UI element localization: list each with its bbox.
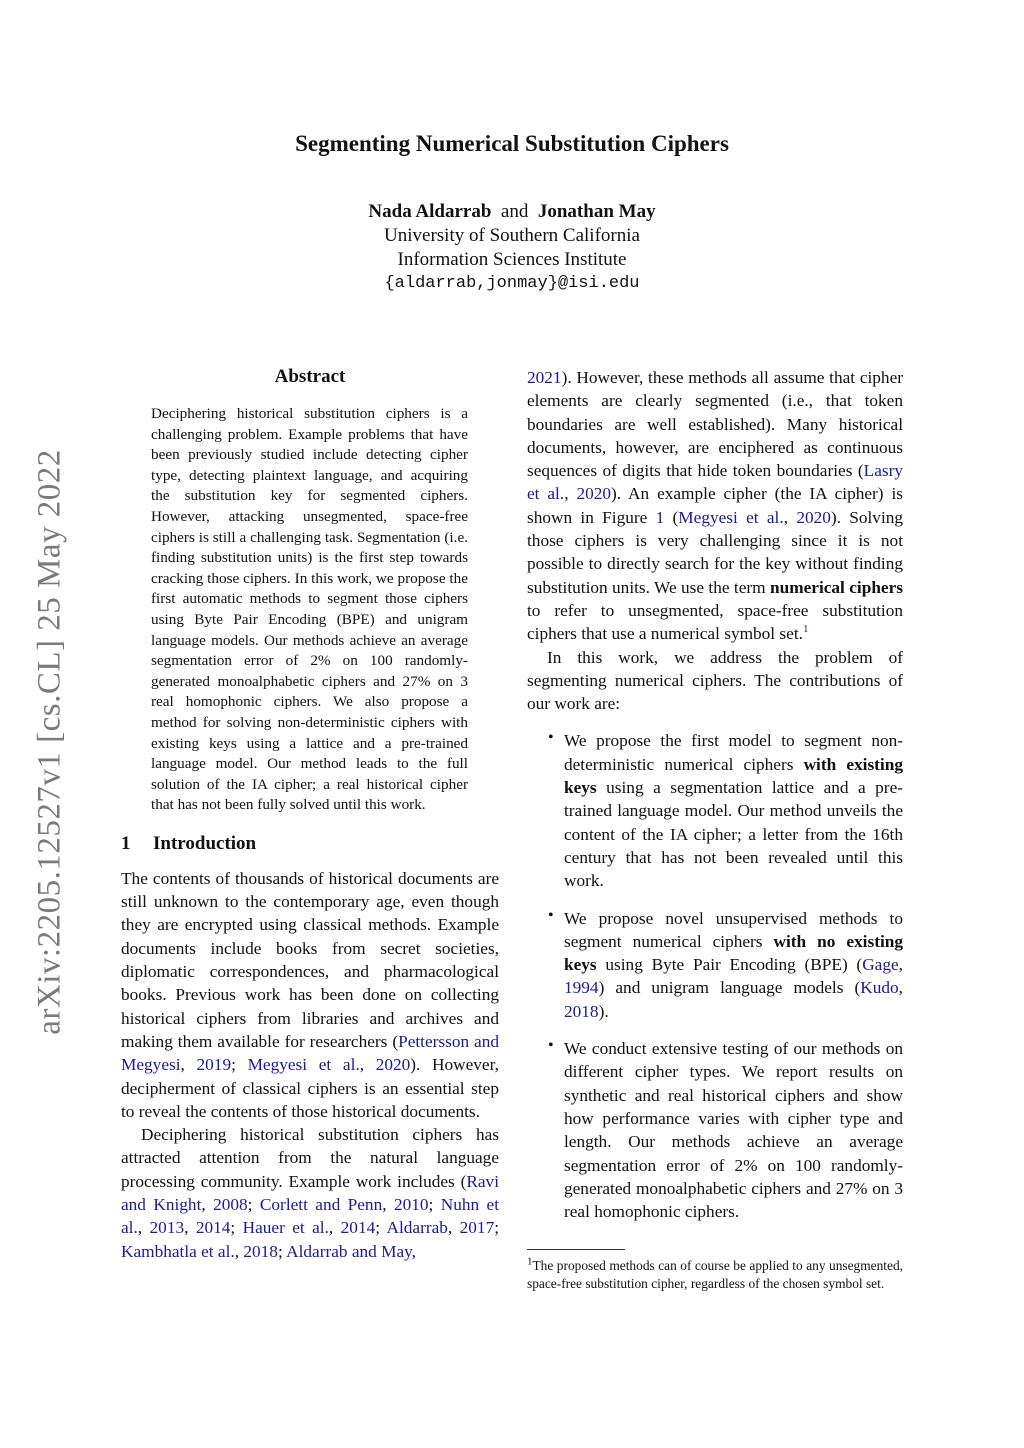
paragraph-text: We propose novel unsupervised methods to segment numerical ciphers [564,908,903,951]
citation-link[interactable]: 2008 [213,1195,248,1215]
citation-link[interactable]: Aldarrab and May [286,1241,412,1261]
separator: , [137,1218,150,1238]
separator: ; [494,1218,500,1238]
separator: , [328,1218,341,1238]
right-paragraph-1 [527,366,903,646]
author-line [0,200,1024,224]
right-paragraph-2: In this work, we address the problem of segmenting numerical ciphers. The contributions of our work are: [527,647,903,714]
figure-reference-link[interactable]: 1 [655,507,665,527]
separator: , [201,1195,214,1215]
footnote-text: The proposed methods can of course be applied to any unsegmented, space-free substitution cipher, regardless of the chosen symbol set. [527,1258,903,1291]
list-item [527,1037,903,1223]
citation-link[interactable]: Kudo [860,978,899,998]
separator: ; [247,1195,260,1215]
separator: ; [231,1055,248,1075]
citation-link[interactable]: 2020 [796,507,831,527]
author-conjunction: and [500,201,529,222]
citation-link[interactable]: 2020 [576,484,611,504]
paragraph-text: using a segmentation lattice and a pre-trained language model. Our method unveils the content of the IA cipher; a letter from the 16th century that has not been revealed until this work. [564,778,903,891]
paragraph-text: We propose the first model to segment non-deterministic numerical ciphers [564,731,903,774]
section-title: Introduction [153,832,257,854]
citation-link[interactable]: 2019 [196,1055,232,1075]
citation-link[interactable]: Lasry et al. [527,461,903,504]
citation-link[interactable]: Corlett and Penn [259,1195,383,1215]
bullet-text: We conduct extensive testing of our methods on different cipher types. We report results on synthetic and real historical ciphers and show how performance varies with cipher type and length. Our methods achieve an average segmentation error of 2% on 100 randomly-generated monoalphabetic ciphers and 27% on 3 real homophonic ciphers. [564,1039,903,1222]
contributions-list [527,729,903,1223]
separator: , [447,1218,460,1238]
right-column [527,366,903,1293]
citation-link[interactable]: 2018 [243,1241,278,1261]
paragraph-text: ) and unigram language models ( [598,978,861,998]
separator: , [234,1241,244,1261]
section-number: 1 [121,832,131,854]
bold-term: with no existing keys [564,931,904,975]
bullet-icon: • [548,1037,554,1055]
citation-link[interactable]: Pettersson and Megyesi [121,1031,500,1075]
paragraph-text: ( [664,507,679,527]
separator: , [382,1195,394,1215]
citation-link[interactable]: Nuhn et al. [121,1195,500,1238]
separator: ; [277,1241,287,1261]
citation-link[interactable]: 2013 [149,1218,185,1238]
paragraph-text: ). [598,1001,609,1021]
separator: , [180,1055,197,1075]
author-block [0,200,1024,296]
separator: , [411,1241,416,1261]
bullet-text [564,729,903,892]
list-item [527,907,903,1023]
citation-link[interactable]: 2017 [459,1218,495,1238]
author-name-2: Jonathan May [537,201,656,222]
citation-link[interactable]: 2014 [195,1218,231,1238]
left-column [121,366,499,1263]
citation-link[interactable]: 2018 [564,1001,599,1021]
section-heading-introduction [121,833,499,855]
abstract-text: Deciphering historical substitution ciphers is a challenging problem. Example problems that have been previously studied include detecting cipher type, detecting plaintext language, and acquiring the substitution key for segmented ciphers. However, attacking unsegmented, space-free ciphers is still a challenging task. Segmentation (i.e. finding substitution units) is the first step towards cracking those ciphers. In this work, we propose the first automatic methods to segment those ciphers using Byte Pair Encoding (BPE) and unigram language models. Our methods achieve an average segmentation error of 2% on 100 randomly-generated monoalphabetic ciphers and 27% on 3 real homophonic ciphers. We also propose a method for solving non-deterministic ciphers with existing keys using a lattice and a pre-trained language model. Our method leads to the full solution of the IA cipher; a real historical cipher that has not been fully solved until this work. [151,405,468,814]
affiliation-institute: Information Sciences Institute [397,249,627,270]
separator: ; [230,1218,243,1238]
citation-link[interactable]: Megyesi et al. [678,507,784,527]
citation-link[interactable]: Megyesi et al. [247,1055,360,1075]
separator: , [184,1218,196,1238]
arxiv-identifier-stamp: arXiv:2205.12527v1 [cs.CL] 25 May 2022 [31,449,68,1035]
paragraph-text: to refer to unsegmented, space-free substitution ciphers that use a numerical symbol set. [527,600,903,644]
abstract-heading: Abstract [274,366,346,387]
intro-paragraph-1 [121,867,499,1123]
bold-term: numerical ciphers [769,577,903,597]
affiliation-university: University of Southern California [384,225,640,246]
citation-link[interactable]: Aldarrab [386,1218,448,1238]
separator: , [564,484,577,504]
citation-link[interactable]: 1994 [564,978,599,998]
bullet-icon: • [548,729,554,747]
citation-link[interactable]: Ravi and Knight [121,1171,499,1215]
paragraph-text: ). However, decipherment of classical ciphers is an essential step to reveal the contents of those historical documents. [121,1055,499,1121]
paragraph-text: ). However, these methods all assume that cipher elements are clearly segmented (i.e., that token boundaries are well established). Many historical documents, however, are enciphered as continuous sequences of digits that hide token boundaries ( [527,368,903,481]
intro-paragraph-2 [121,1123,499,1263]
footnote [527,1257,903,1292]
citation-link[interactable]: Gage [862,955,899,975]
citation-link[interactable]: Hauer et al. [242,1218,329,1238]
separator: , [898,978,903,998]
bold-term: with existing keys [564,754,903,798]
footnote-number: 1 [527,1255,533,1268]
paragraph-text: The contents of thousands of historical documents are still unknown to the contemporary age, even though they are encrypted using classical methods. Example documents include books from secret societies, diplomatic correspondences, and pharmacological books. Previous work has been done on collecting historical ciphers from libraries and archives and making them available for researchers ( [121,868,499,1051]
list-item [527,729,903,892]
paper-title: Segmenting Numerical Substitution Ciphers [295,131,729,156]
separator: ; [375,1218,387,1238]
author-name-1: Nada Aldarrab [368,201,492,222]
separator: ; [428,1195,441,1215]
citation-link[interactable]: 2010 [393,1195,429,1215]
bullet-text [564,907,903,1023]
paragraph-text: Deciphering historical substitution ciphers has attracted attention from the natural language processing community. Example work includes ( [121,1125,499,1191]
footnote-divider [527,1249,625,1250]
separator: , [783,507,797,527]
footnote-marker-link[interactable]: 1 [802,623,809,636]
citation-link[interactable]: 2014 [340,1218,376,1238]
paragraph-text: using Byte Pair Encoding (BPE) ( [596,955,863,975]
citation-link[interactable]: Kambhatla et al. [121,1241,235,1261]
citation-link[interactable]: 2021 [527,368,562,387]
paragraph-text: ). Solving those ciphers is very challenging since it is not possible to directly search for the key without finding substitution units. We use the term [527,507,904,597]
separator: , [359,1055,376,1075]
separator: , [898,955,903,975]
author-email: {aldarrab,jonmay}@isi.edu [384,274,640,293]
citation-link[interactable]: 2020 [375,1055,411,1075]
paragraph-text: ). An example cipher (the IA cipher) is shown in Figure [527,484,903,527]
bullet-icon: • [548,906,554,924]
